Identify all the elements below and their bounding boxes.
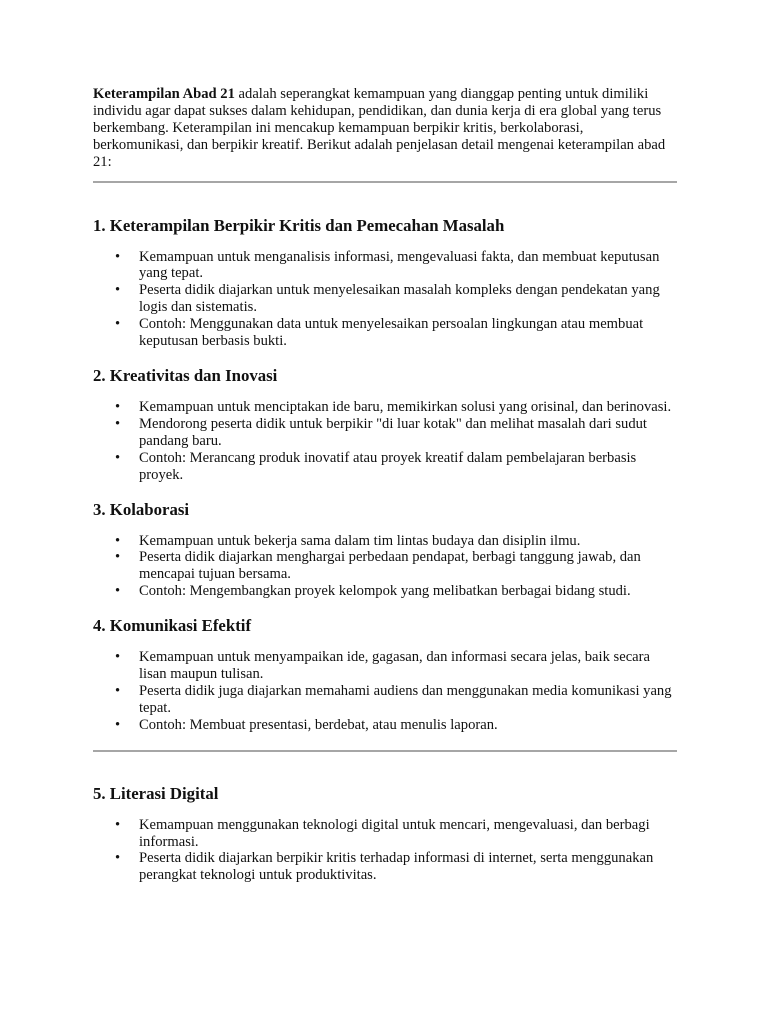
section-critical-thinking [93, 216, 677, 350]
bullet-icon: • [115, 449, 121, 466]
section-heading: 3. Kolaborasi [93, 499, 190, 519]
list-item-text: Contoh: Merancang produk inovatif atau proyek kreatif dalam pembelajaran berbasis proyek. [139, 449, 637, 483]
bullet-list [93, 533, 677, 601]
list-item [115, 449, 677, 484]
list-item [115, 850, 677, 884]
list-item-text: Kemampuan untuk menganalisis informasi, mengevaluasi fakta, dan membuat keputusan yang tepat. [139, 248, 660, 282]
bullet-list [93, 249, 677, 350]
list-item [115, 248, 677, 283]
horizontal-rule [93, 750, 677, 752]
bullet-icon: • [115, 682, 121, 699]
bullet-icon: • [115, 532, 121, 549]
list-item-text: Peserta didik diajarkan berpikir kritis terhadap informasi di internet, serta menggunakan perangkat teknologi untuk produktivitas. [139, 850, 654, 884]
bullet-icon: • [115, 649, 121, 666]
list-item [115, 398, 677, 416]
list-item-text: Peserta didik juga diajarkan memahami audiens dan menggunakan media komunikasi yang tepat. [139, 682, 672, 716]
list-item [115, 282, 677, 316]
intro-bold-term: Keterampilan Abad 21 [93, 86, 235, 102]
list-item [115, 583, 677, 600]
section-heading: 1. Keterampilan Berpikir Kritis dan Pemecahan Masalah [93, 215, 505, 235]
bullet-icon: • [115, 583, 121, 600]
list-item-text: Contoh: Mengembangkan proyek kelompok yang melibatkan berbagai bidang studi. [139, 583, 631, 600]
section-heading: 4. Komunikasi Efektif [93, 616, 252, 636]
section-collaboration [93, 500, 677, 601]
bullet-list [93, 399, 677, 484]
list-item-text: Mendorong peserta didik untuk berpikir "di luar kotak" dan melihat masalah dari sudut pandang baru. [139, 415, 647, 449]
list-item [115, 682, 677, 717]
bullet-icon: • [115, 850, 121, 867]
document-content [93, 86, 677, 884]
horizontal-rule [93, 181, 677, 183]
list-item [115, 532, 677, 550]
bullet-icon: • [115, 316, 121, 333]
bullet-icon: • [115, 398, 121, 415]
section-heading: 5. Literasi Digital [93, 783, 219, 803]
list-item-text: Kemampuan untuk bekerja sama dalam tim lintas budaya dan disiplin ilmu. [139, 532, 581, 549]
list-item-text: Peserta didik diajarkan untuk menyelesaikan masalah kompleks dengan pendekatan yang logis dan sistematis. [139, 282, 660, 316]
list-item [115, 649, 677, 683]
section-heading: 2. Kreativitas dan Inovasi [93, 365, 278, 385]
bullet-list [93, 649, 677, 734]
section-communication [93, 616, 677, 734]
list-item-text: Kemampuan menggunakan teknologi digital untuk mencari, mengevaluasi, dan berbagi informasi. [139, 816, 650, 850]
section-creativity [93, 366, 677, 484]
intro-text: adalah seperangkat kemampuan yang dianggap penting untuk dimiliki individu agar dapat sukses dalam kehidupan, pendidikan, dan dunia kerja di era global yang terus berkembang. Keterampilan ini mencakup kemampuan berpikir kritis, berkolaborasi, berkomunikasi, dan berpikir kreatif. Berikut adalah penjelasan detail mengenai keterampilan abad 21: [93, 86, 666, 170]
bullet-icon: • [115, 549, 121, 566]
list-item [115, 816, 677, 851]
section-digital-literacy [93, 784, 677, 885]
bullet-icon: • [115, 415, 121, 432]
list-item [115, 316, 677, 350]
bullet-icon: • [115, 816, 121, 833]
list-item-text: Kemampuan untuk menciptakan ide baru, memikirkan solusi yang orisinal, dan berinovasi. [139, 398, 672, 415]
bullet-icon: • [115, 248, 121, 265]
intro-paragraph [93, 86, 677, 171]
list-item-text: Contoh: Membuat presentasi, berdebat, atau menulis laporan. [139, 716, 498, 733]
list-item-text: Contoh: Menggunakan data untuk menyelesaikan persoalan lingkungan atau membuat keputusan berbasis bukti. [139, 316, 644, 350]
bullet-list [93, 817, 677, 885]
list-item-text: Kemampuan untuk menyampaikan ide, gagasan, dan informasi secara jelas, baik secara lisan maupun tulisan. [139, 649, 650, 683]
list-item [115, 549, 677, 583]
list-item [115, 716, 677, 734]
list-item [115, 415, 677, 450]
list-item-text: Peserta didik diajarkan menghargai perbedaan pendapat, berbagi tanggung jawab, dan mencapai tujuan bersama. [139, 549, 641, 583]
bullet-icon: • [115, 716, 121, 733]
bullet-icon: • [115, 282, 121, 299]
